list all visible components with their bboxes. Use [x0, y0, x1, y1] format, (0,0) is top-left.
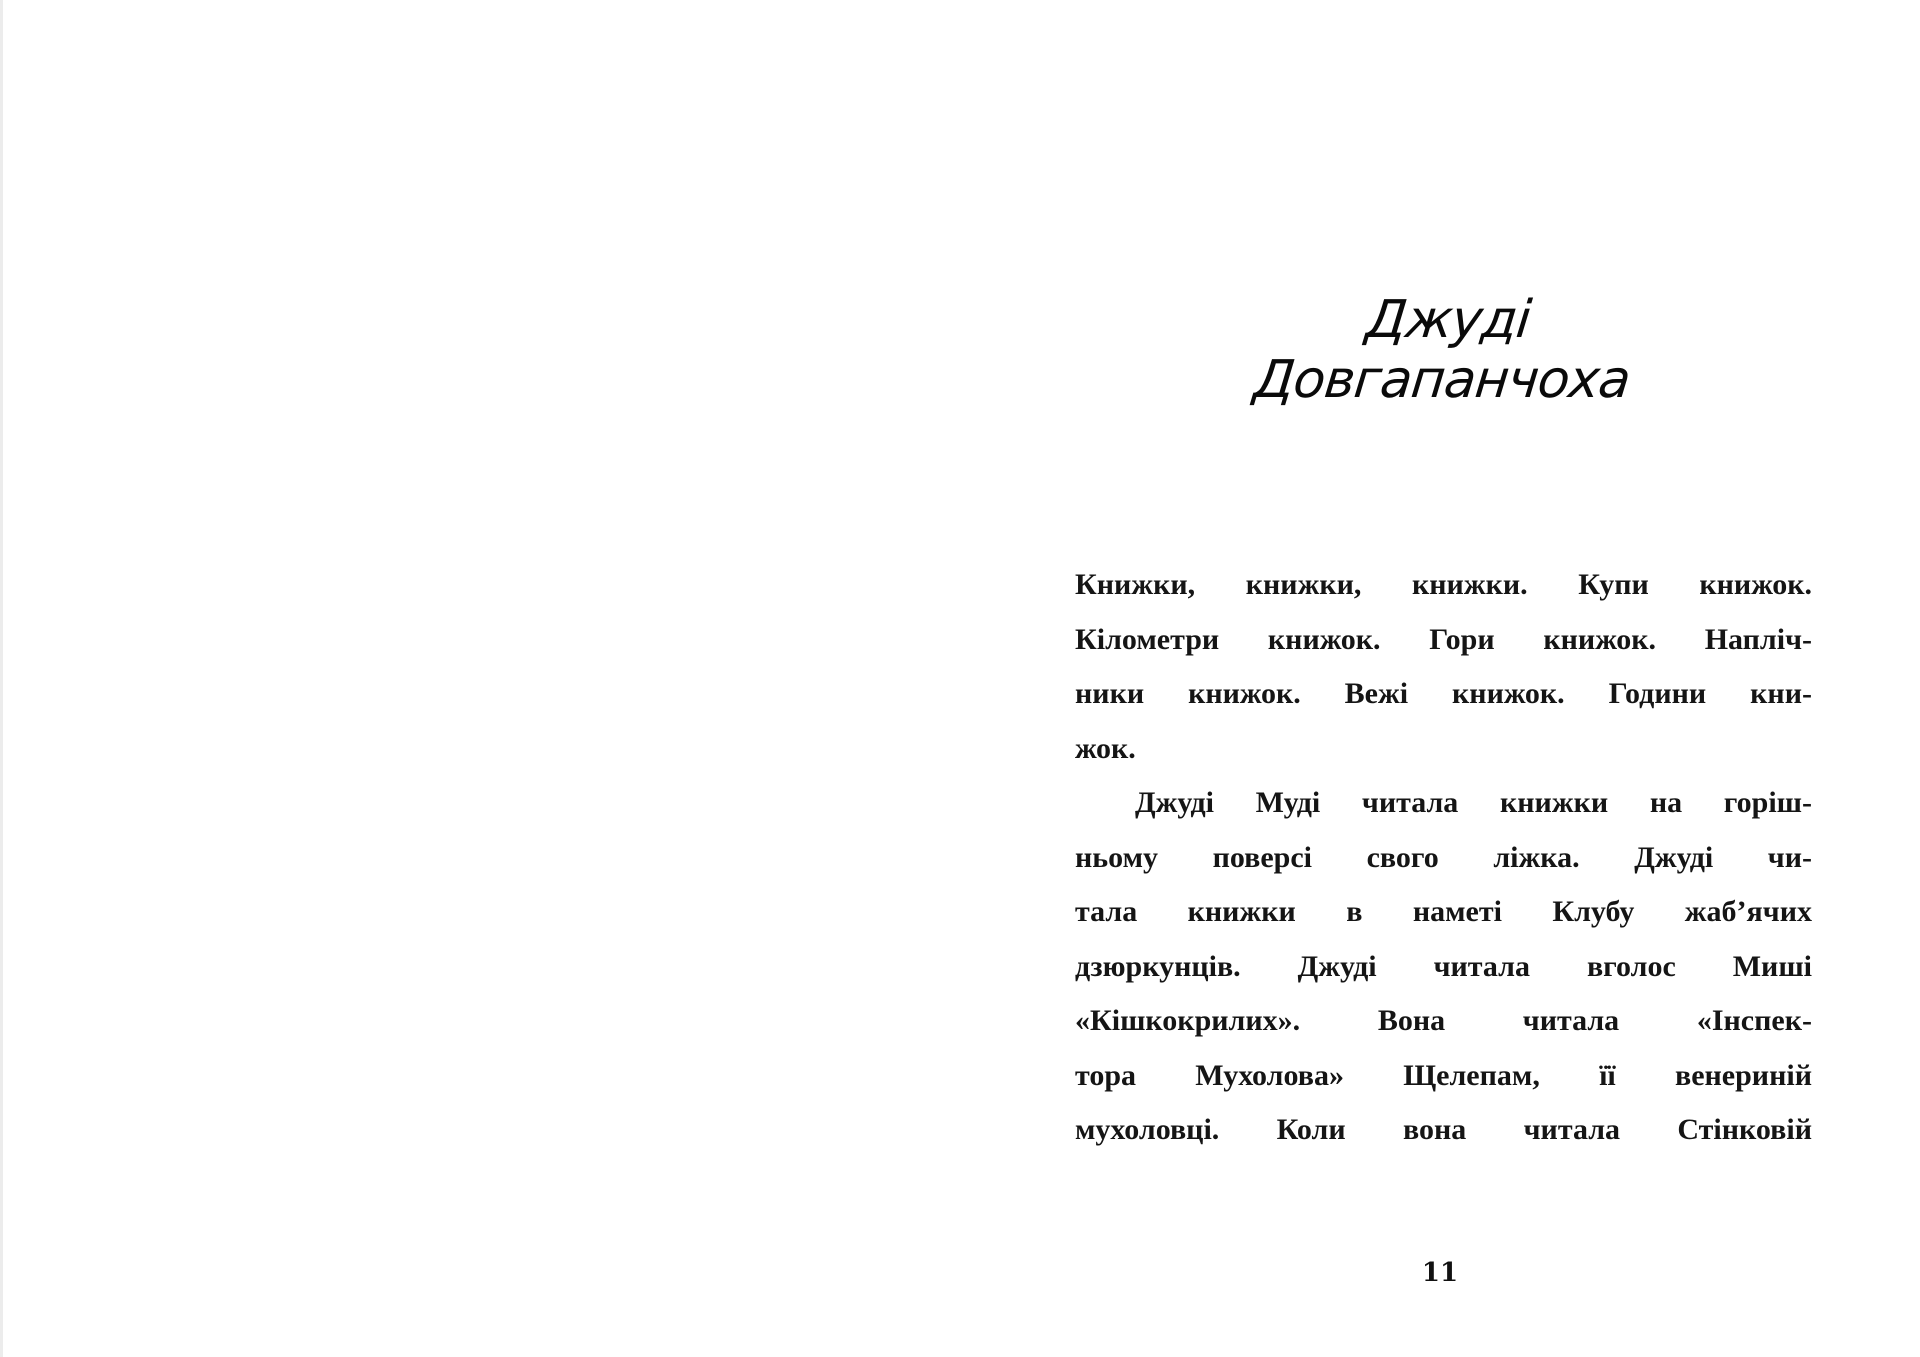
text-line: ньому поверсі свого ліжка. Джуді чи- [1075, 840, 1812, 874]
text-line: дзюркунців. Джуді читала вголос Миші [1075, 949, 1812, 983]
text-line: Джуді Муді читала книжки на горіш- [1135, 786, 1812, 819]
body-text [1075, 558, 1812, 1158]
text-line: тала книжки в наметі Клубу жаб’ячих [1075, 895, 1812, 928]
text-line: тора Мухолова» Щелепам, її венериній [1075, 1058, 1812, 1092]
left-page-blank [3, 0, 960, 1357]
chapter-title: Джуді Довгапанчоха [1251, 290, 1633, 410]
text-line: жок. [1075, 731, 1136, 765]
text-line: Книжки, книжки, книжки. Купи книжок. [1075, 568, 1812, 601]
text-line: мухоловці. Коли вона читала Стінковій [1075, 1113, 1812, 1146]
text-line: Кілометри книжок. Гори книжок. Напліч- [1075, 622, 1812, 656]
text-line: «Кішкокрилих». Вона читала «Інспек- [1075, 1004, 1812, 1037]
text-line: ники книжок. Вежі книжок. Години кни- [1075, 677, 1812, 710]
page-number: 11 [1421, 1258, 1459, 1288]
